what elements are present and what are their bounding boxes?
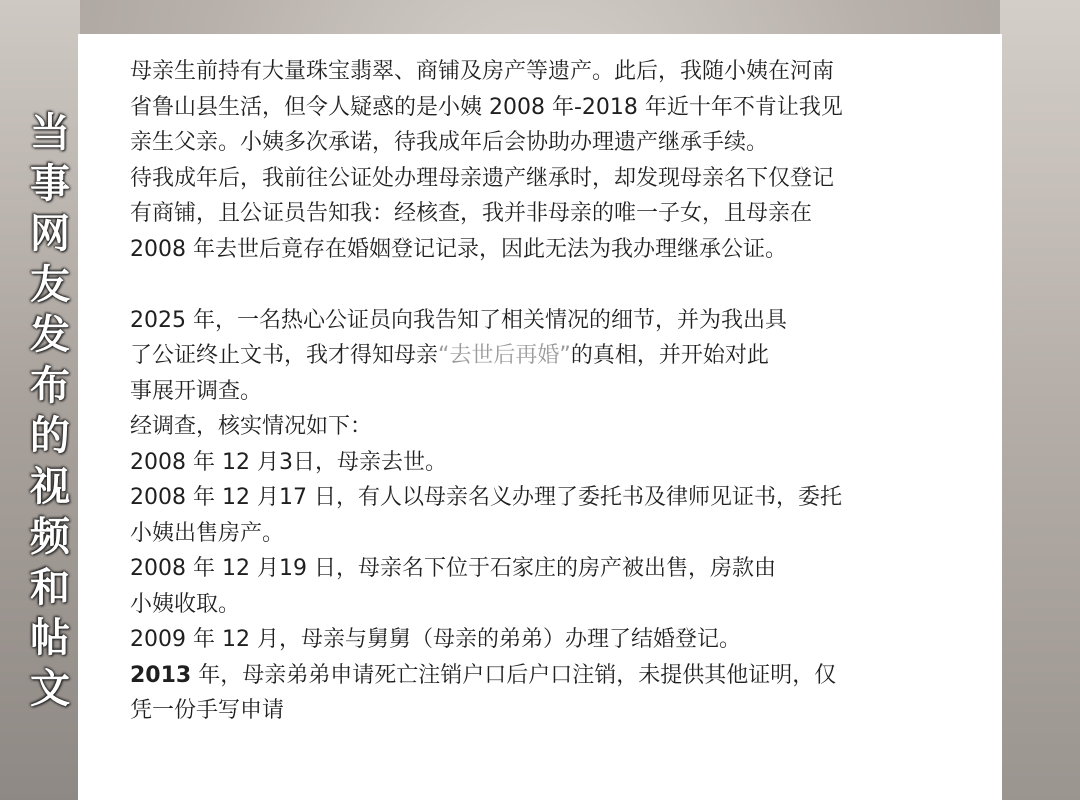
caption-char: 事	[30, 159, 70, 207]
text-line: 2008 年去世后竟存在婚姻登记记录，因此无法为我办理继承公证。	[130, 236, 787, 262]
caption-char: 网	[30, 210, 70, 257]
timeline-line: 凭一份手写申请	[130, 698, 285, 723]
text-fragment: 的真相，并开始对此	[570, 343, 769, 368]
caption-char: 文	[30, 664, 70, 712]
side-caption	[26, 108, 74, 714]
timeline-line: 2008 年 12 月19 日，母亲名下位于石家庄的房产被出售，房款由	[130, 556, 776, 581]
text-line: 2025 年，一名热心公证员向我告知了相关情况的细节，并为我出具	[130, 307, 787, 333]
timeline-line: 2008 年 12 月3日，母亲去世。	[130, 449, 447, 475]
caption-char: 和	[30, 563, 70, 611]
timeline-line	[130, 658, 960, 694]
caption-char: 当	[30, 109, 70, 156]
post-card	[78, 34, 1002, 800]
text-fragment: 了公证终止文书，我才得知母亲	[130, 343, 439, 368]
caption-char: 发	[30, 311, 70, 358]
caption-char: 布	[30, 361, 70, 409]
text-fragment: 年，母亲弟弟申请死亡注销户口后户口注销，未提供其他证明，仅	[191, 662, 837, 688]
text-line: 母亲生前持有大量珠宝翡翠、商铺及房产等遗产。此后，我随小姨在河南	[130, 59, 835, 84]
year-bold: 2013	[130, 662, 192, 688]
text-line: 省鲁山县生活，但令人疑惑的是小姨 2008 年-2018 年近十年不肯让我见	[130, 94, 843, 120]
caption-char: 友	[30, 260, 70, 308]
timeline-line: 2009 年 12 月，母亲与舅舅（母亲的弟弟）办理了结婚登记。	[130, 627, 741, 652]
text-line: 有商铺，且公证员告知我：经核查，我并非母亲的唯一子女，且母亲在	[130, 201, 813, 226]
caption-char: 的	[30, 412, 70, 459]
text-line: 待我成年后，我前往公证处办理母亲遗产继承时，却发现母亲名下仅登记	[130, 165, 835, 191]
quoted-phrase: “去世后再婚”	[438, 343, 571, 368]
text-line: 事展开调查。	[130, 378, 263, 404]
caption-char: 频	[30, 513, 70, 560]
background-right	[1000, 0, 1080, 800]
section-header: 经调查，核实情况如下：	[130, 414, 373, 439]
timeline-line: 2008 年 12 月17 日，有人以母亲名义办理了委托书及律师见证书，委托	[130, 485, 842, 510]
paragraph-gap	[130, 267, 960, 303]
caption-char: 帖	[30, 614, 70, 661]
timeline-line: 小姨出售房产。	[130, 520, 285, 546]
text-line	[130, 338, 960, 374]
text-line: 亲生父亲。小姨多次承诺，待我成年后会协助办理遗产继承手续。	[130, 130, 769, 155]
post-body	[130, 54, 960, 729]
caption-char: 视	[30, 462, 70, 510]
timeline-line: 小姨收取。	[130, 591, 241, 617]
